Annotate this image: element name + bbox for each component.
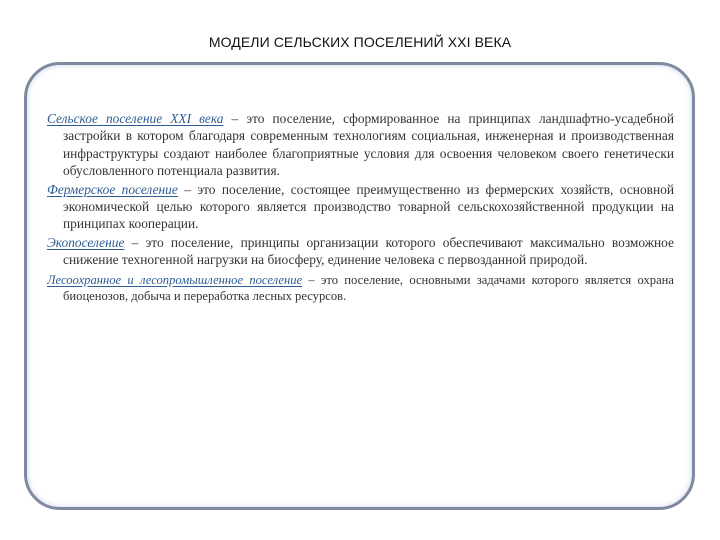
term-link[interactable]: Экопоселение [47, 234, 125, 250]
definition-text: – это поселение, основными задачами которого является охрана биоценозов, добыча и переработка лесных ресурсов. [63, 272, 674, 304]
definition-eco-settlement [47, 234, 674, 269]
definition-text: – это поселение, сформированное на принципах ландшафтно-усадебной застройки в котором благодаря современным технологиям социальная, инженерная и производственная инфраструктуры создают наиболее благоприятные условия для освоения человеком своего генетически обусловленного потенциала развития. [63, 111, 674, 179]
definition-forest-settlement [47, 272, 674, 306]
page-title: МОДЕЛИ СЕЛЬСКИХ ПОСЕЛЕНИЙ XXI ВЕКА [208, 34, 512, 50]
definition-text: – это поселение, принципы организации которого обеспечивают максимально возможное снижение техногенной нагрузки на биосферу, единение человека с первозданной природой. [63, 234, 674, 268]
definition-text: – это поселение, состоящее преимущественно из фермерских хозяйств, основной экономической целью которого является производство товарной сельскохозяйственной продукции на принципах кооперации. [63, 181, 674, 232]
term-link[interactable]: Лесоохранное и лесопромышленное поселение [47, 272, 303, 287]
definitions-list [47, 110, 674, 306]
term-link[interactable]: Фермерское поселение [47, 181, 178, 197]
definition-farm-settlement [47, 181, 674, 233]
definition-rural-settlement [47, 110, 674, 180]
term-link[interactable]: Сельское поселение XXI века [47, 111, 224, 126]
